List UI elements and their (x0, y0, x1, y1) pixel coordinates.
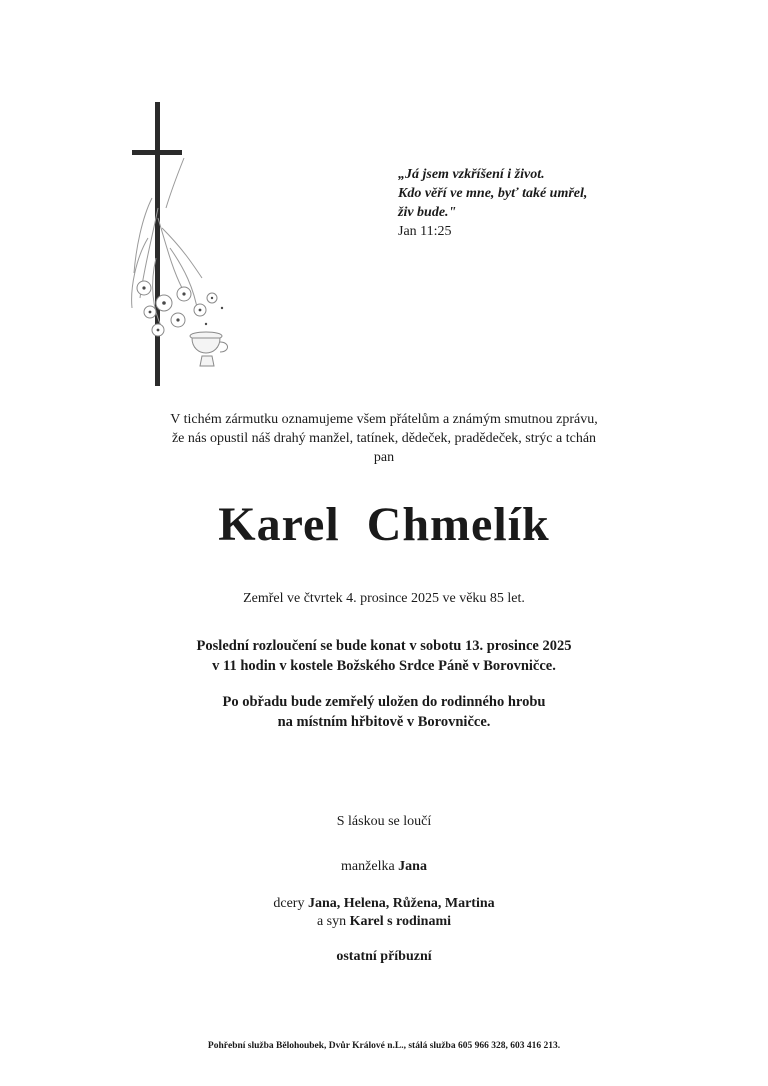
funeral-service-footer: Pohřební služba Bělohoubek, Dvůr Králové n.L., stálá služba 605 966 328, 603 416 213. (207, 1041, 561, 1051)
death-note: Zemřel ve čtvrtek 4. prosince 2025 ve věku 85 let. (243, 591, 525, 606)
announcement-line: že nás opustil náš drahý manžel, tatínek, dědeček, pradědeček, strýc a tchán (171, 431, 597, 446)
bible-quote (398, 165, 698, 241)
mourner-name: ostatní příbuzní (336, 949, 432, 964)
burial-line: na místním hřbitově v Borovničce. (277, 714, 491, 730)
funeral-info (84, 636, 684, 676)
announcement (84, 410, 684, 467)
announcement-line: V tichém zármutku oznamujeme všem přátelům a známým smutnou zprávu, (170, 412, 598, 427)
mourner-wife (84, 858, 684, 876)
quote-reference: Jan 11:25 (398, 224, 452, 239)
burial-line: Po obřadu bude zemřelý uložen do rodinného hrobu (222, 694, 546, 710)
mourner-name: Karel s rodinami (349, 914, 452, 929)
announcement-line: pan (373, 450, 395, 465)
mourner-name: Jana, Helena, Růžena, Martina (307, 896, 495, 911)
deceased-name: Karel Chmelík (218, 498, 550, 551)
mourner-prefix: dcery (273, 896, 308, 911)
farewell-line: S láskou se loučí (336, 814, 432, 829)
burial-info (84, 692, 684, 732)
mourner-relatives (84, 948, 684, 966)
quote-verse: „Já jsem vzkříšení i život. Kdo věří ve mne, byť také umřel, živ bude." (398, 167, 588, 220)
funeral-line: Poslední rozloučení se bude konat v sobotu 13. prosince 2025 (196, 638, 572, 654)
mourner-prefix: manželka (341, 859, 399, 874)
mourner-name: Jana (398, 859, 427, 874)
mourner-prefix: a syn (316, 914, 350, 929)
funeral-line: v 11 hodin v kostele Božského Srdce Páně v Borovničce. (212, 658, 556, 674)
cross-and-flowers-icon (122, 98, 252, 390)
mourner-children (84, 895, 684, 931)
